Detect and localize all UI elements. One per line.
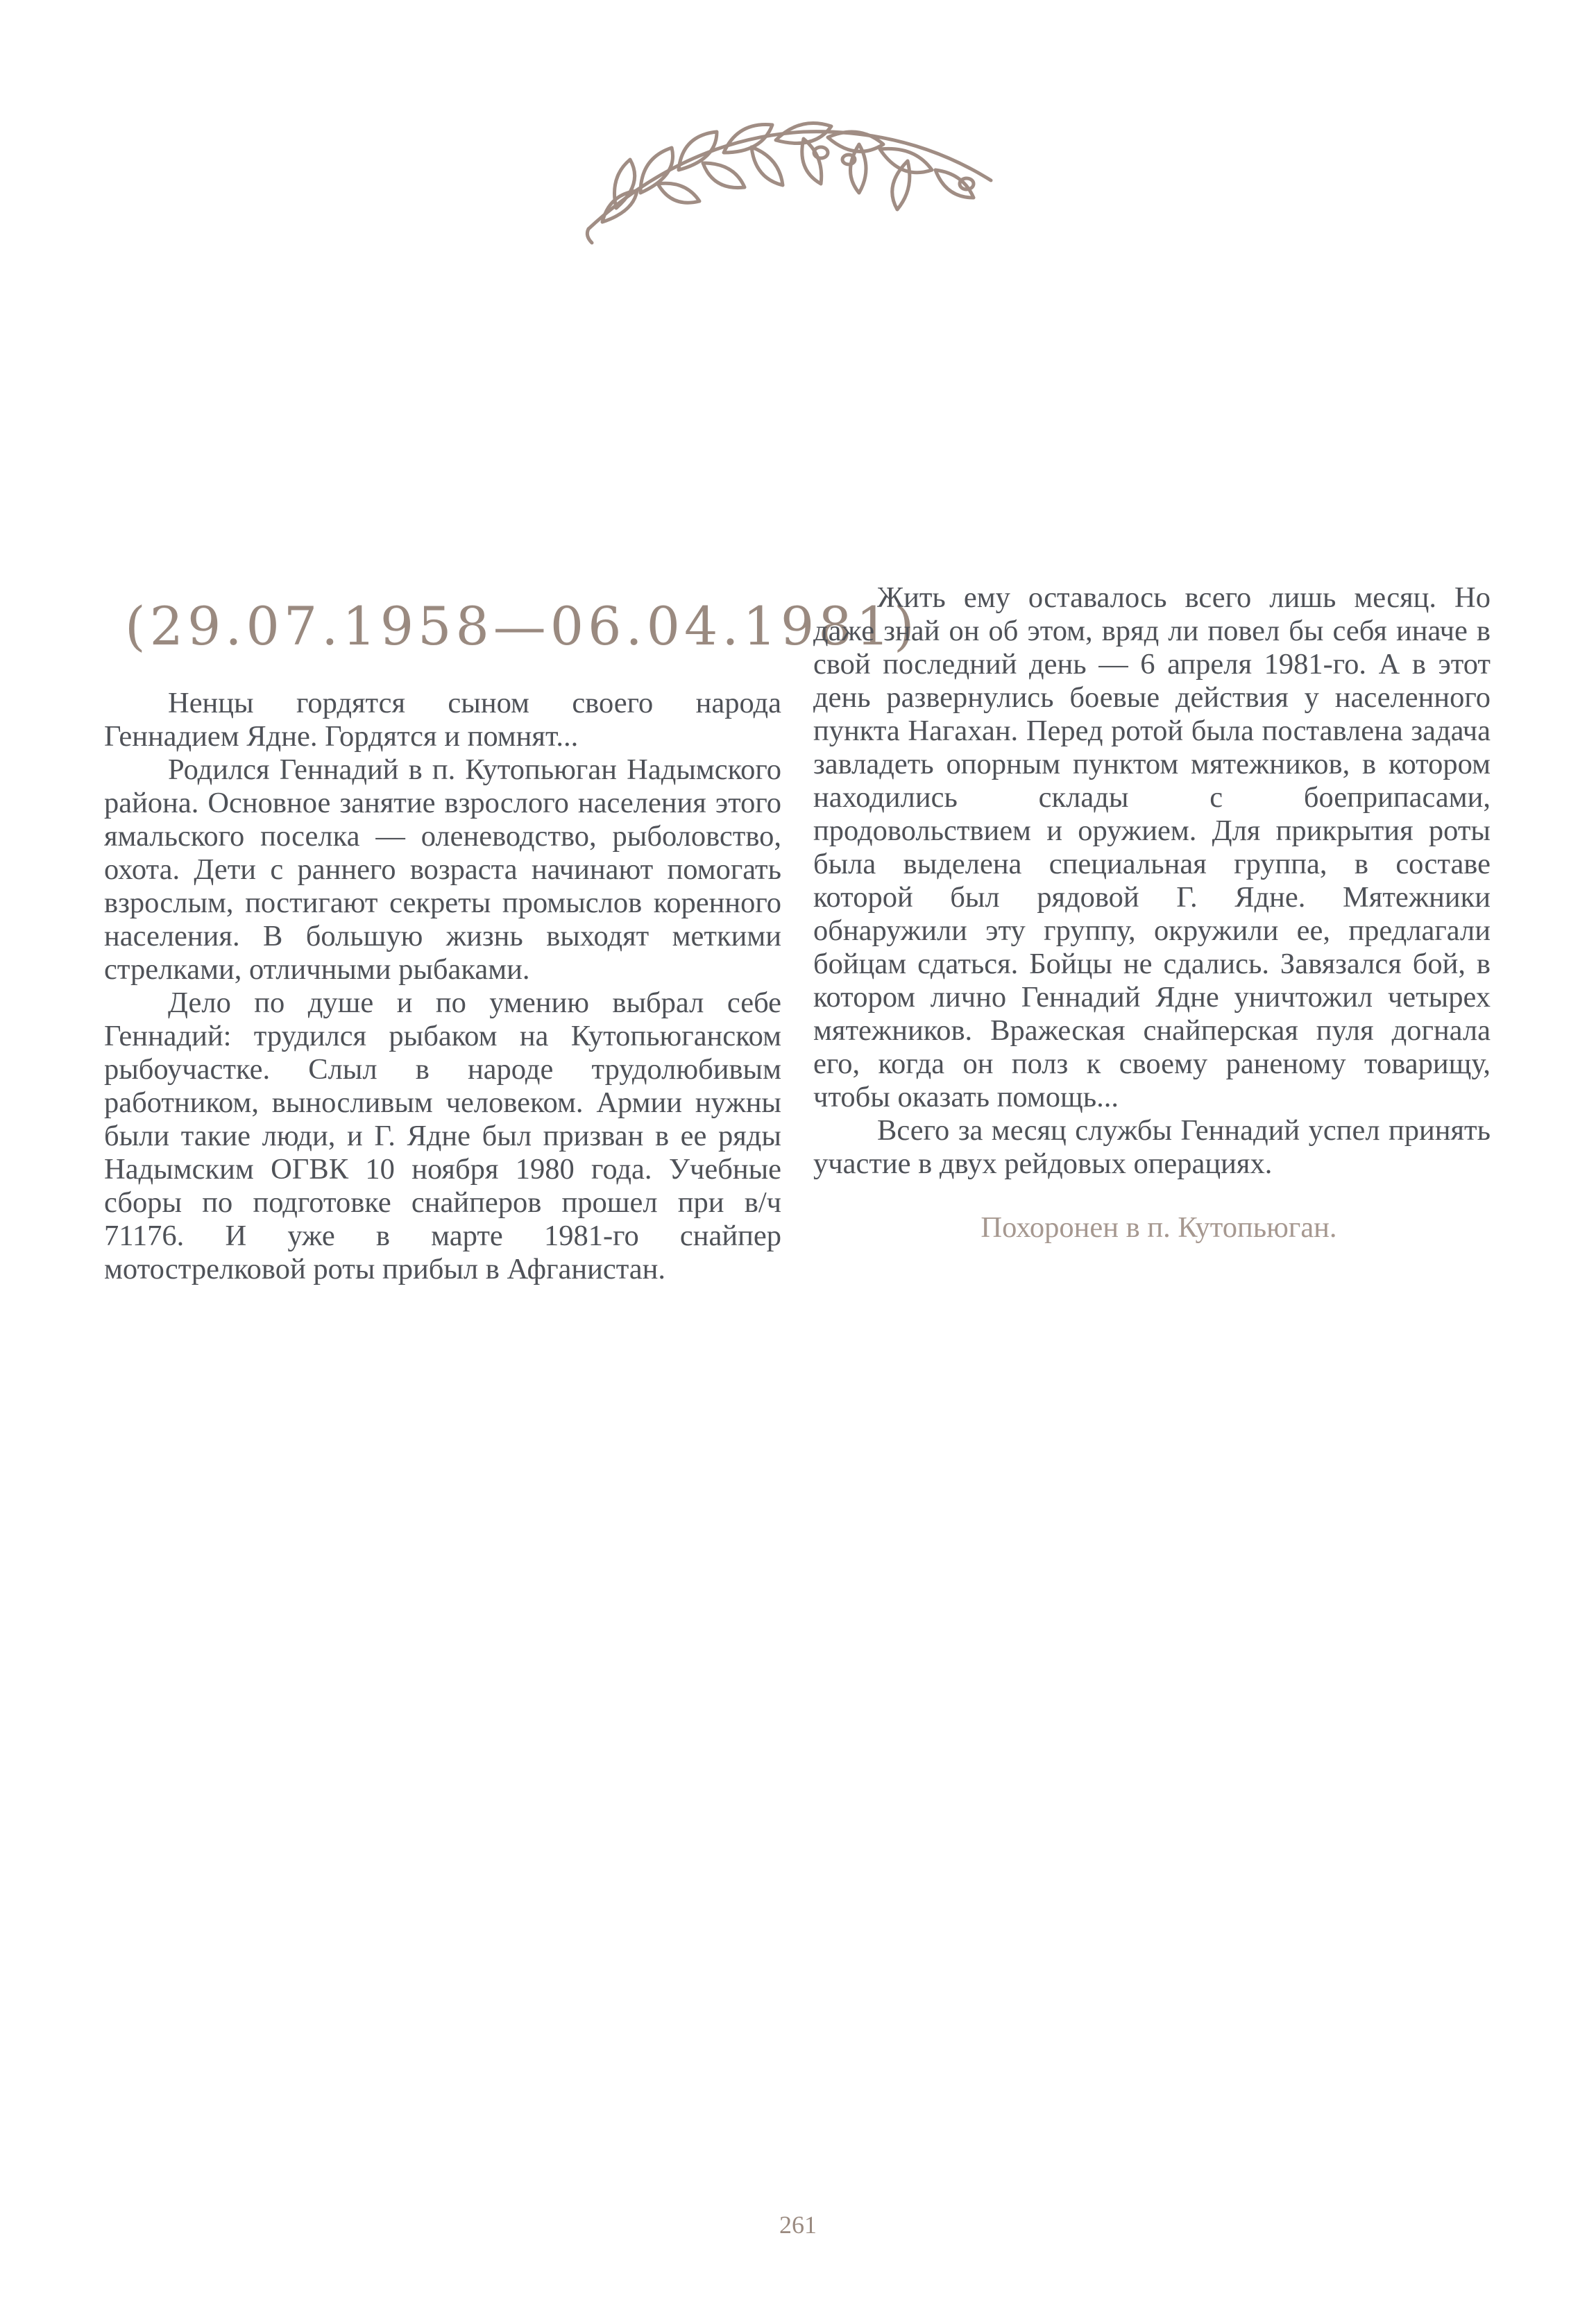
life-dates-heading: (29.07.1958—06.04.1981) [125, 595, 919, 657]
paragraph: Всего за месяц службы Геннадий успел принять участие в двух рейдовых операциях. [813, 1114, 1491, 1180]
right-column [813, 581, 1491, 1245]
paragraph: Родился Геннадий в п. Кутопьюган Надымского района. Основное занятие взрослого населения этого ямальского поселка — оленеводство, рыболовство, охота. Дети с раннего возраста начинают помогать взрослым, постигают секреты промыслов коренного населения. В большую жизнь выходят меткими стрелками, отличными рыбаками. [104, 753, 781, 986]
oak-branch-icon [575, 111, 1019, 250]
paragraph: Дело по душе и по умению выбрал себе Геннадий: трудился рыбаком на Кутопьюганском рыбоучастке. Слыл в народе трудолюбивым работником, выносливым человеком. Армии нужны были такие люди, и Г. Ядне был призван в ее ряды Надымским ОГВК 10 ноября 1980 года. Учебные сборы по подготовке снайперов прошел при в/ч 71176. И уже в марте 1981-го снайпер мотострелковой роты прибыл в Афганистан. [104, 986, 781, 1285]
burial-note: Похоронен в п. Кутопьюган. [980, 1211, 1337, 1244]
paragraph: Жить ему оставалось всего лишь месяц. Но даже знай он об этом, вряд ли повел бы себя иначе в свой последний день — 6 апреля 1981-го. А в этот день развернулись боевые действия у населенного пункта Нагахан. Перед ротой была поставлена задача завладеть опорным пунктом мятежников, в котором находились склады с боеприпасами, продовольствием и оружием. Для прикрытия роты была выделена специальная группа, в составе которой был рядовой Г. Ядне. Мятежники обнаружили эту группу, окружили ее, предлагали бойцам сдаться. Бойцы не сдались. Завязался бой, в котором лично Геннадий Ядне уничтожил четырех мятежников. Вражеская снайперская пуля догнала его, когда он полз к своему раненому товарищу, чтобы оказать помощь... [813, 581, 1491, 1113]
page-number: 261 [779, 2211, 817, 2239]
paragraph: Ненцы гордятся сыном своего народа Геннадием Ядне. Гордятся и помнят... [104, 687, 781, 753]
left-column [104, 687, 781, 1286]
